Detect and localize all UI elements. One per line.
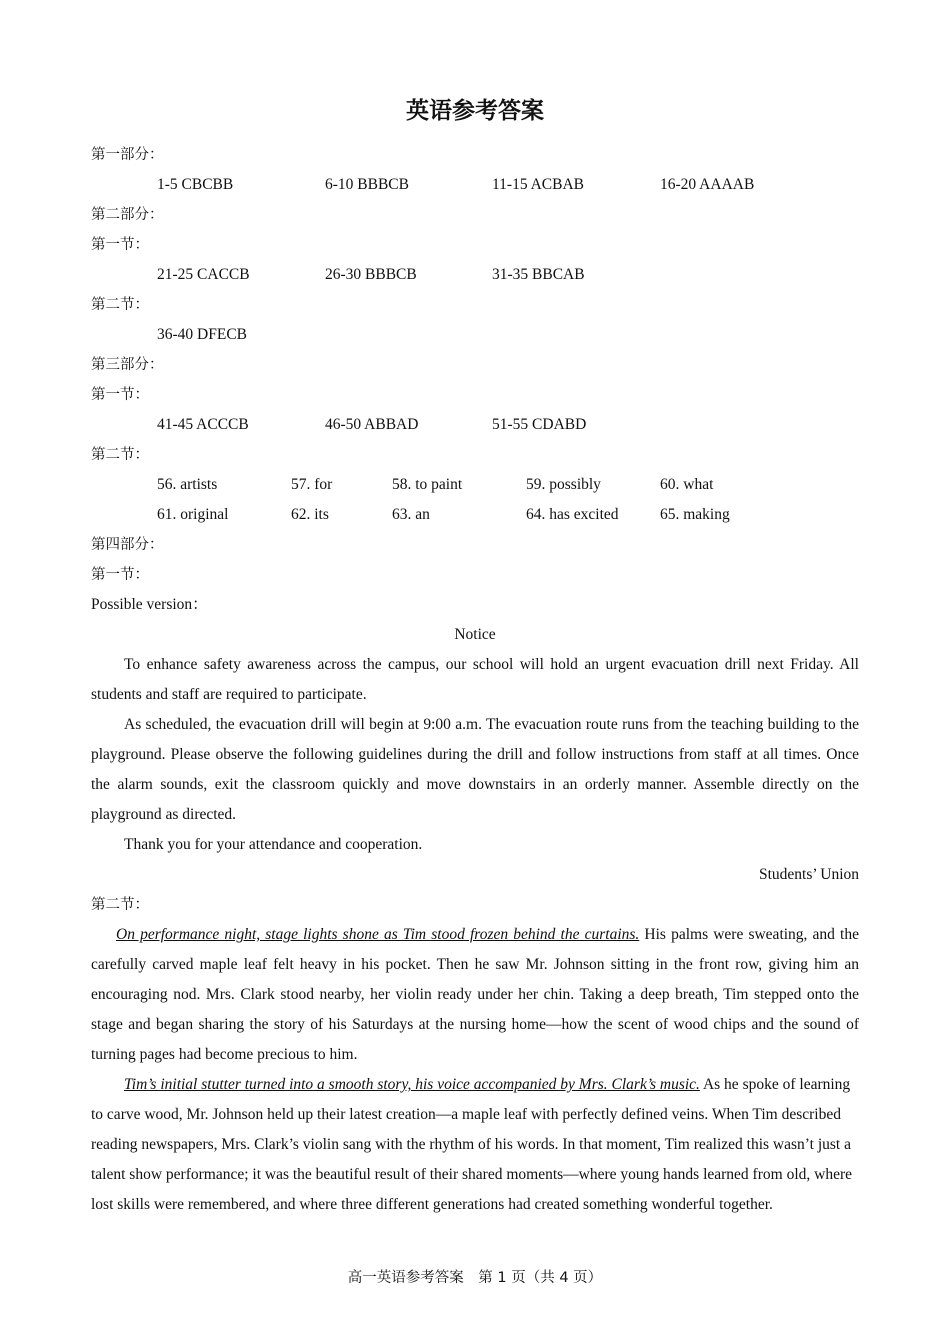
fill-answer: 57. for [291, 476, 333, 493]
answer-group: 21-25 CACCB [157, 266, 250, 283]
fill-answer: 62. its [291, 506, 329, 523]
fill-answer: 58. to paint [392, 476, 463, 493]
possible-version-label: Possible version： [91, 596, 208, 613]
fill-answer: 64. has excited [526, 506, 619, 523]
answer-group: 16-20 AAAAB [660, 176, 755, 193]
part4-section1-heading: 第一节： [91, 567, 149, 583]
fill-answer: 63. an [392, 506, 430, 523]
fill-answer: 61. original [157, 506, 229, 523]
fill-answer: 65. making [660, 506, 730, 523]
notice-paragraph: To enhance safety awareness across the campus, our school will hold an urgent evacuation drill next Friday. All students and staff are required to participate. [91, 656, 859, 703]
notice-signature: Students’ Union [758, 866, 859, 883]
answer-group: 46-50 ABBAD [325, 416, 419, 433]
answer-group: 51-55 CDABD [492, 416, 587, 433]
story-lead-sentence: On performance night, stage lights shone as Tim stood frozen behind the curtains. [116, 926, 640, 943]
fill-answer: 60. what [660, 476, 714, 493]
part2-heading: 第二部分： [91, 207, 164, 223]
answer-group: 31-35 BBCAB [492, 266, 585, 283]
story-body: His palms were sweating, and the carefully carved maple leaf felt heavy in his pocket. Then he saw Mr. Johnson sitting in the front row, giving him an encouraging nod. Mrs. Clark stood nearby, her violin ready under her chin. Taking a deep breath, Tim stepped onto the stage and began sharing the story of his Saturdays at the nursing home—how the scent of wood chips and the sound of turning pages had become precious to him. [91, 926, 859, 1063]
fill-answer: 59. possibly [526, 476, 601, 493]
page-title: 英语参考答案 [406, 98, 544, 124]
answer-group: 11-15 ACBAB [492, 176, 585, 193]
part1-heading: 第一部分： [91, 147, 164, 163]
answer-group: 26-30 BBBCB [325, 266, 417, 283]
notice-title: Notice [454, 626, 496, 643]
answer-group: 41-45 ACCCB [157, 416, 249, 433]
notice-paragraph: As scheduled, the evacuation drill will begin at 9:00 a.m. The evacuation route runs from the teaching building to the playground. Please observe the following guidelines during the drill and follow instructions from staff at all times. Once the alarm sounds, exit the classroom quickly and move downstairs in an orderly manner. Assemble directly on the playground as directed. [91, 716, 859, 823]
story-body: As he spoke of learning to carve wood, Mr. Johnson held up their latest creation—a maple leaf with perfectly defined veins. When Tim described reading newspapers, Mrs. Clark’s violin sang with the rhythm of his words. In that moment, Tim realized this wasn’t just a talent show performance; it was the beautiful result of their shared moments—where young hands learned from old, where lost skills were remembered, and where three different generations had created something wonderful together. [91, 1076, 852, 1213]
part4-section2-heading: 第二节： [91, 897, 149, 913]
page-footer: 高一英语参考答案 第 1 页（共 4 页） [347, 1270, 603, 1286]
part4-heading: 第四部分： [91, 537, 164, 553]
part2-section2-heading: 第二节： [91, 297, 149, 313]
notice-paragraph: Thank you for your attendance and cooperation. [124, 836, 423, 853]
story-paragraph [91, 920, 859, 1070]
story-lead-sentence: Tim’s initial stutter turned into a smooth story, his voice accompanied by Mrs. Clark’s music. [124, 1076, 700, 1093]
part3-section2-heading: 第二节： [91, 447, 149, 463]
answer-group: 6-10 BBBCB [325, 176, 409, 193]
part3-section1-heading: 第一节： [91, 387, 149, 403]
fill-answer: 56. artists [157, 476, 218, 493]
answer-group: 36-40 DFECB [157, 326, 247, 343]
part2-section1-heading: 第一节： [91, 237, 149, 253]
part3-heading: 第三部分： [91, 357, 164, 373]
answer-group: 1-5 CBCBB [157, 176, 234, 193]
story-paragraph [91, 1070, 859, 1220]
